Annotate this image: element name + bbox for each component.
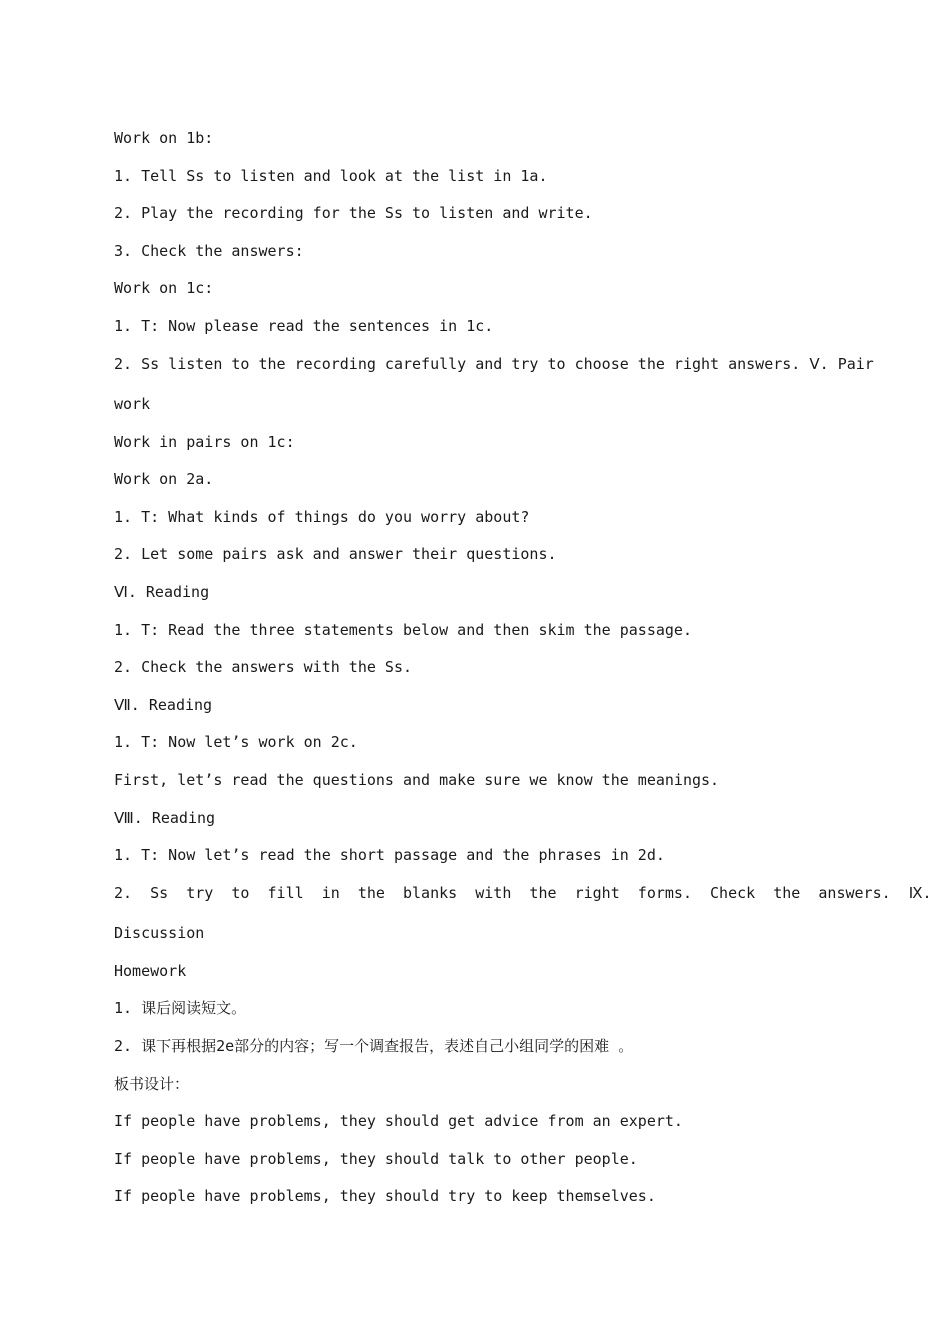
text-line: 1. 课后阅读短文。 [114,999,247,1018]
text-line: If people have problems, they should get advice from an expert. [114,1112,683,1131]
section-heading: Homework [114,961,187,980]
text-line: 2. Check the answers with the Ss. [114,658,413,677]
text-line: 1. T: Now please read the sentences in 1c. [114,316,494,335]
text-line: 2. Ss try to fill in the blanks with the right forms. Check the answers. Ⅸ. [114,883,932,902]
text-line: Discussion [114,924,205,943]
text-line: 2. 课下再根据2e部分的内容；写一个调查报告，表述自己小组同学的困难 。 [114,1037,634,1056]
text-line: 2. Play the recording for the Ss to listen and write. [114,204,593,223]
text-line: Work on 1c: [114,279,214,298]
section-heading: Ⅶ. Reading [114,695,213,714]
text-line: Work on 2a. [114,470,214,489]
text-line: 3. Check the answers: [114,241,304,260]
text-line: 1. T: Now let’s read the short passage and the phrases in 2d. [114,846,665,865]
text-line: 2. Ss listen to the recording carefully and try to choose the right answers. Ⅴ. Pair [114,354,874,373]
text-line: First, let’s read the questions and make sure we know the meanings. [114,771,720,789]
text-line: Work on 1b: [114,129,214,147]
text-line: If people have problems, they should try to keep themselves. [114,1187,656,1206]
section-heading: Ⅷ. Reading [114,808,216,827]
section-heading: 板书设计： [114,1074,190,1093]
text-line: If people have problems, they should talk to other people. [114,1149,638,1168]
document-body [114,128,932,1224]
text-line: Work in pairs on 1c: [114,432,295,451]
text-line: 2. Let some pairs ask and answer their questions. [114,545,557,564]
text-line: 1. T: Now let’s work on 2c. [114,733,358,752]
text-line: 1. T: Read the three statements below and then skim the passage. [114,620,692,639]
section-heading: Ⅵ. Reading [114,583,210,602]
text-line: 1. T: What kinds of things do you worry about? [114,507,530,526]
text-line: work [114,395,151,414]
text-line: 1. Tell Ss to listen and look at the list in 1a. [114,166,548,185]
